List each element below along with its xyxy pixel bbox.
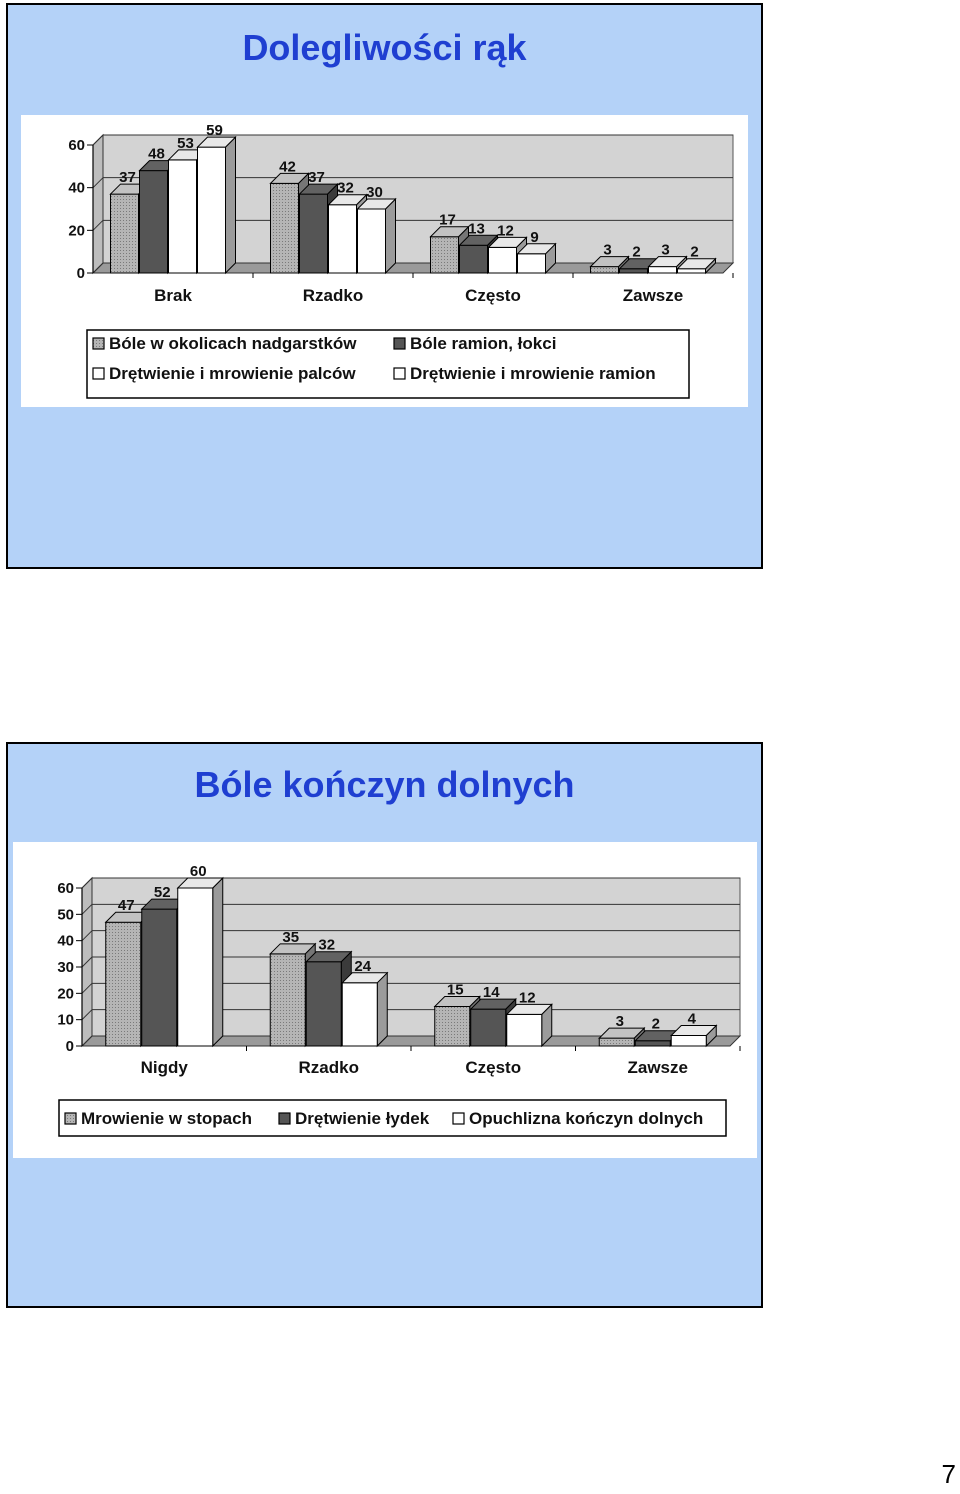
data-label: 48 [148, 145, 165, 163]
category-label: Rzadko [302, 286, 364, 305]
bar [342, 973, 387, 1046]
legend-label: Opuchlizna kończyn dolnych [469, 1109, 704, 1128]
category-label: Brak [154, 286, 192, 305]
y-tick-label: 40 [68, 179, 85, 197]
slide-title: Dolegliwości rąk [242, 27, 527, 68]
y-tick-label: 20 [68, 222, 85, 240]
data-label: 12 [497, 222, 514, 240]
data-label: 35 [282, 928, 300, 946]
data-label: 47 [117, 897, 135, 915]
data-label: 2 [632, 243, 641, 261]
data-label: 32 [318, 936, 336, 954]
slide-hand-complaints [6, 3, 763, 569]
data-label: 53 [177, 134, 194, 152]
data-label: 14 [482, 984, 500, 1002]
legend-swatch [279, 1113, 290, 1124]
category-label: Zawsze [627, 1058, 688, 1077]
legend-label: Drętwienie i mrowienie palców [109, 364, 356, 383]
y-tick-label: 40 [57, 932, 74, 950]
chart-container [21, 115, 748, 407]
legend-swatch [453, 1113, 464, 1124]
legend-label: Mrowienie w stopach [81, 1109, 252, 1128]
slide-lower-limb-pain [6, 742, 763, 1308]
chart-container [13, 842, 757, 1158]
legend-label: Drętwienie i mrowienie ramion [410, 364, 656, 383]
data-label: 60 [189, 863, 207, 880]
category-label: Zawsze [622, 286, 684, 305]
data-label: 17 [439, 211, 456, 229]
y-tick-label: 60 [57, 880, 74, 897]
data-label: 52 [153, 884, 171, 902]
y-tick-label: 0 [76, 265, 85, 282]
data-label: 30 [366, 184, 383, 201]
data-label: 9 [530, 228, 539, 246]
bar [518, 244, 556, 273]
y-tick-label: 20 [57, 985, 74, 1003]
data-label: 37 [308, 169, 325, 187]
data-label: 2 [651, 1015, 660, 1033]
data-label: 15 [446, 981, 464, 999]
data-label: 4 [687, 1010, 696, 1028]
legend-label: Bóle ramion, łokci [410, 334, 557, 353]
data-label: 3 [603, 241, 612, 259]
y-tick-label: 10 [57, 1011, 74, 1029]
bar [198, 137, 236, 273]
bar [178, 878, 223, 1046]
legend-label: Bóle w okolicach nadgarstków [109, 334, 357, 353]
page-number: 7 [941, 1459, 956, 1489]
lower-limb-pain-chart [13, 842, 757, 1158]
y-tick-label: 0 [65, 1038, 74, 1055]
y-tick-label: 30 [57, 959, 74, 976]
data-label: 13 [468, 220, 485, 238]
legend-swatch [394, 338, 405, 349]
data-label: 12 [518, 989, 536, 1007]
legend-swatch [93, 338, 104, 349]
bar [358, 199, 396, 273]
data-label: 32 [337, 179, 354, 197]
legend-label: Drętwienie łydek [295, 1109, 430, 1128]
data-label: 59 [206, 122, 223, 140]
data-label: 24 [354, 957, 372, 975]
data-label: 42 [279, 158, 296, 176]
bar [507, 1004, 552, 1046]
category-label: Często [465, 1058, 522, 1077]
legend-swatch [93, 368, 104, 379]
data-label: 3 [615, 1013, 624, 1031]
category-label: Nigdy [140, 1058, 188, 1077]
data-label: 2 [690, 243, 699, 261]
legend-swatch [65, 1113, 76, 1124]
category-label: Rzadko [298, 1058, 359, 1077]
hand-complaints-chart [21, 115, 748, 407]
legend-swatch [394, 368, 405, 379]
y-tick-label: 50 [57, 906, 74, 924]
bar [671, 1025, 716, 1046]
y-tick-label: 60 [68, 137, 85, 154]
plot-side-wall [93, 135, 103, 273]
data-label: 3 [661, 241, 670, 259]
data-label: 37 [119, 169, 136, 187]
category-label: Często [465, 286, 521, 305]
slide-title: Bóle kończyn dolnych [194, 764, 575, 805]
